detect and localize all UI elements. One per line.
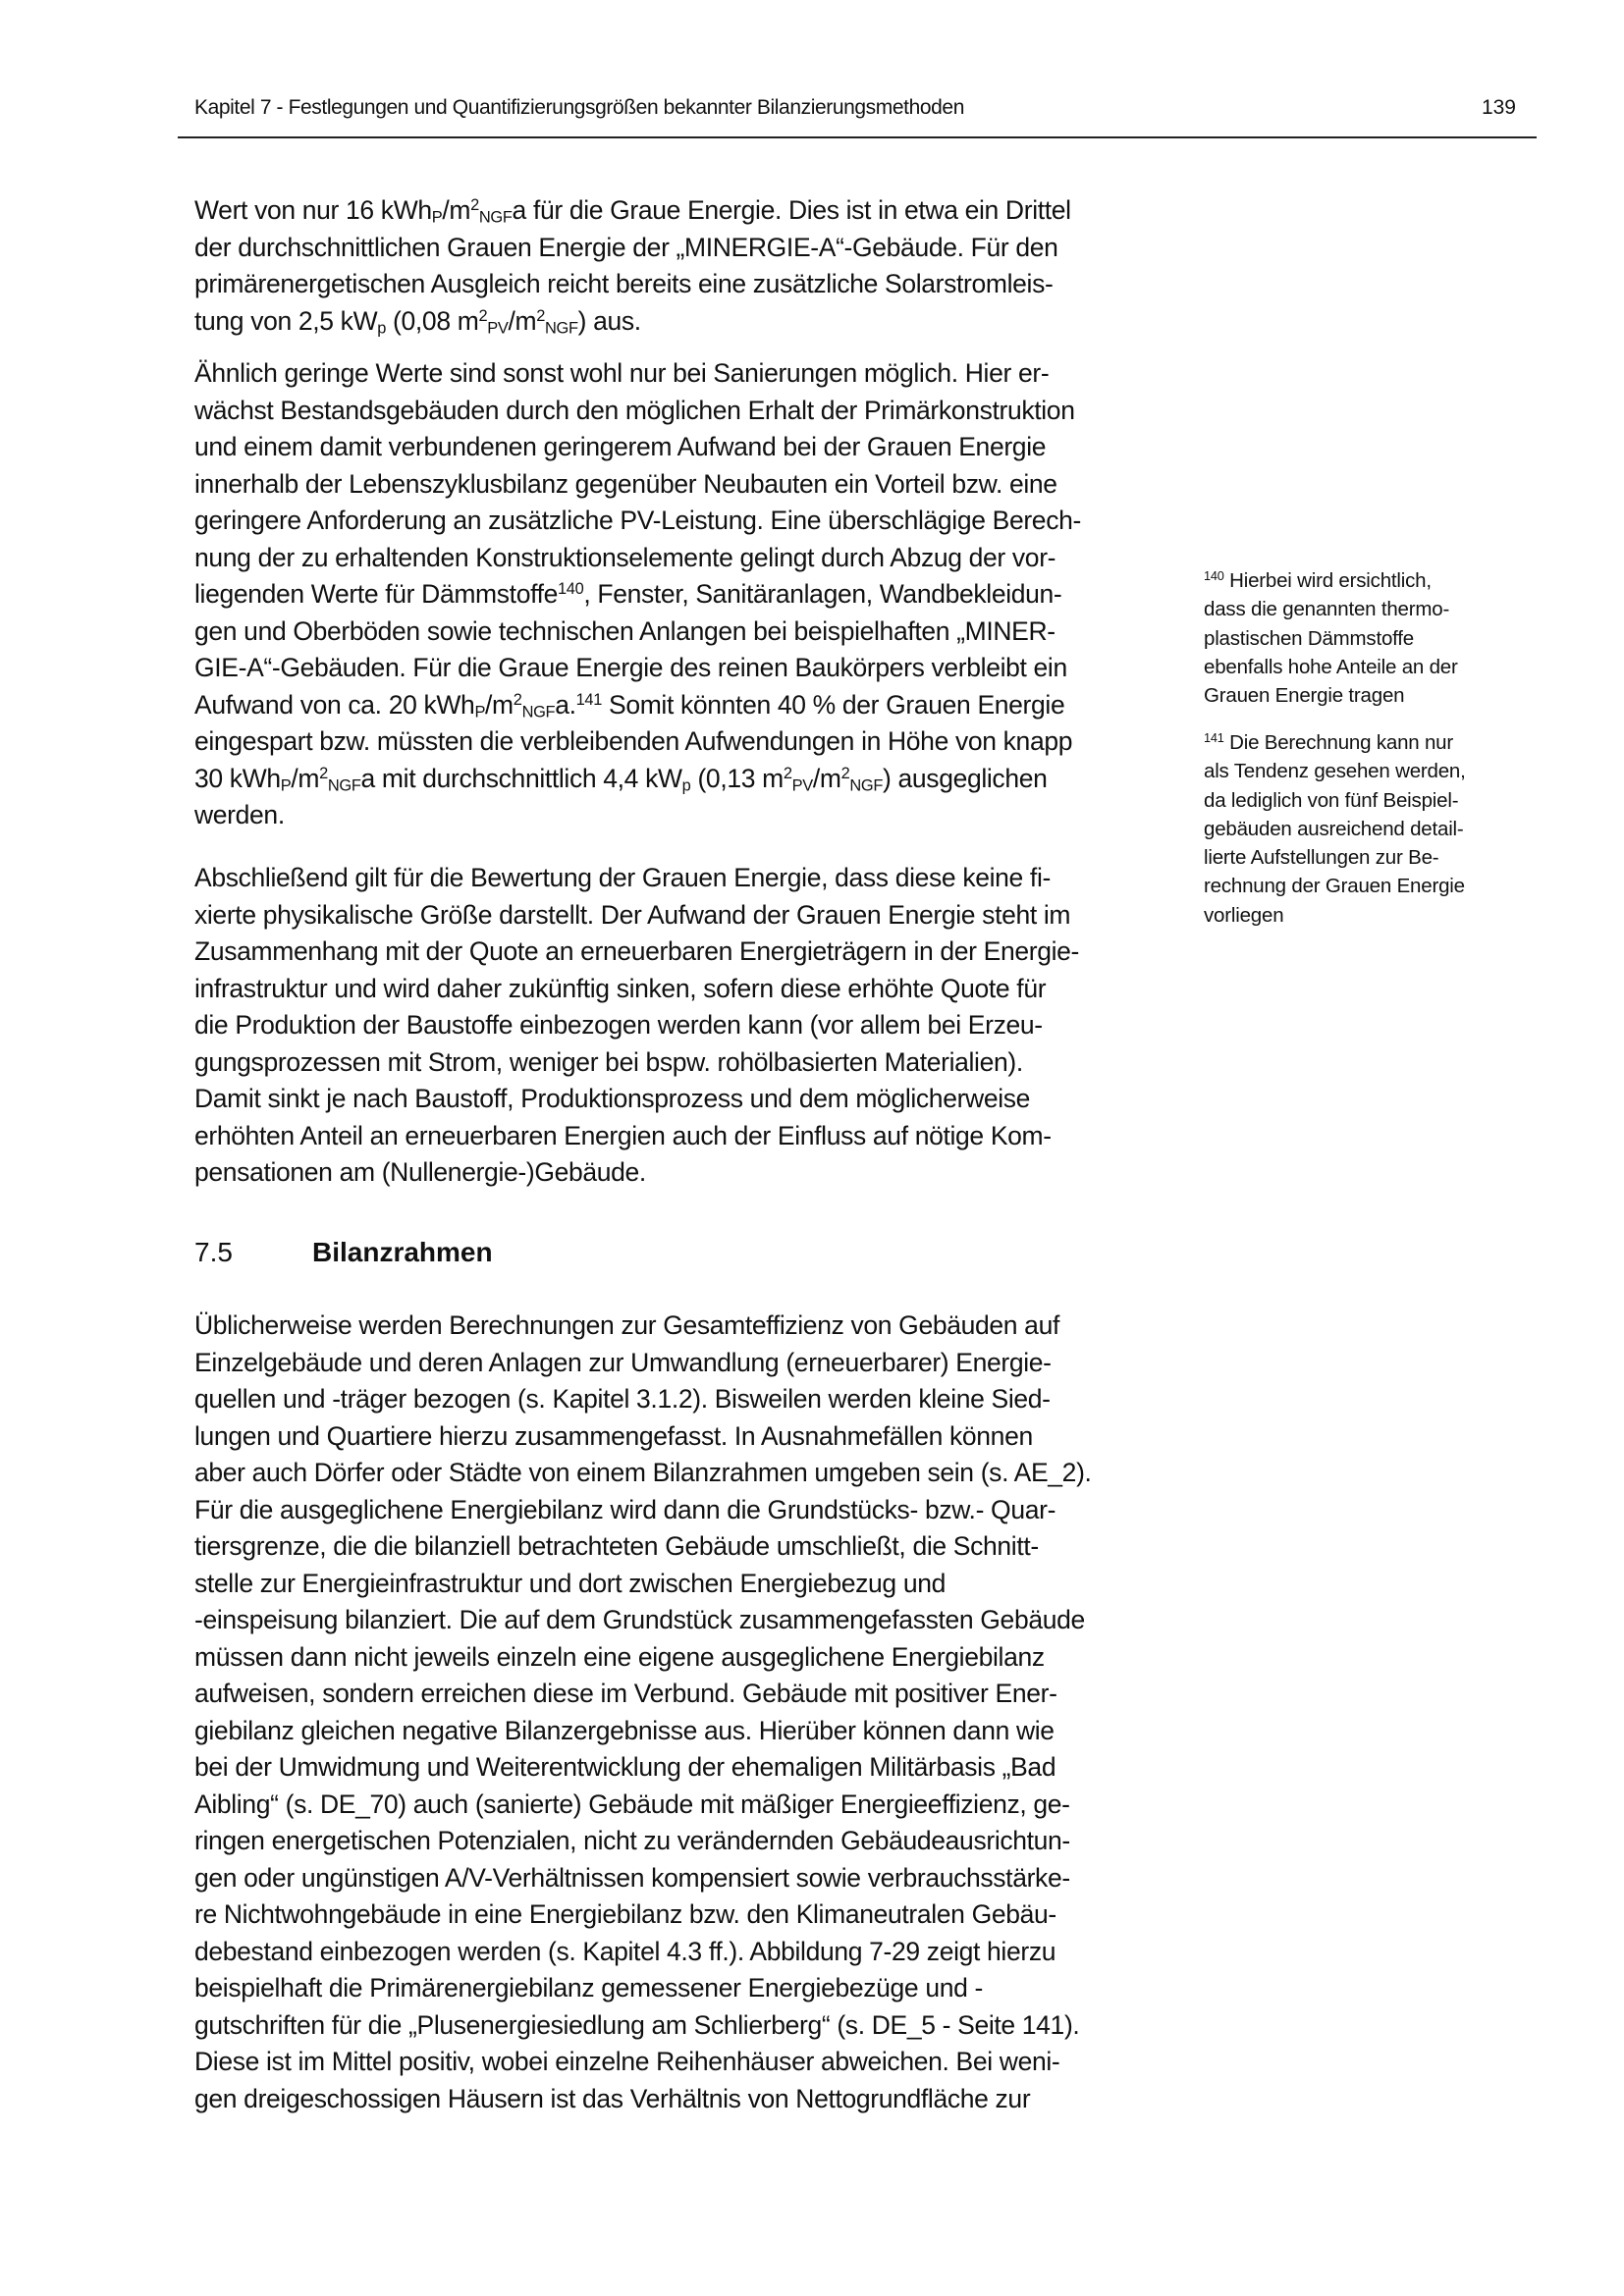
text-line: re Nichtwohngebäude in eine Energiebilanz bzw. den Klimaneutralen Gebäu- bbox=[194, 1899, 1056, 1929]
subscript: P bbox=[474, 702, 486, 721]
text-line: die Produktion der Baustoffe einbezogen werden kann (vor allem bei Erzeu- bbox=[194, 1010, 1043, 1040]
text-line: geringere Anforderung an zusätzliche PV-Leistung. Eine überschlägige Berech- bbox=[194, 506, 1081, 535]
paragraph bbox=[194, 860, 1079, 1192]
text-line: Einzelgebäude und deren Anlagen zur Umwandlung (erneuerbarer) Energie- bbox=[194, 1347, 1052, 1377]
text-line: nung der zu erhaltenden Konstruktionselemente gelingt durch Abzug der vor- bbox=[194, 542, 1056, 572]
text-line: der durchschnittlichen Grauen Energie der „MINERGIE-A“-Gebäude. Für den bbox=[194, 232, 1058, 262]
text-line: Damit sinkt je nach Baustoff, Produktionsprozess und dem möglicherweise bbox=[194, 1084, 1031, 1113]
text-line: aufweisen, sondern erreichen diese im Verbund. Gebäude mit positiver Ener- bbox=[194, 1679, 1057, 1708]
text-line: Üblicherweise werden Berechnungen zur Gesamteffizienz von Gebäuden auf bbox=[194, 1310, 1059, 1340]
text-line: primärenergetischen Ausgleich reicht bereits eine zusätzliche Solarstromleis- bbox=[194, 269, 1054, 298]
superscript: 2 bbox=[478, 306, 488, 325]
text-line: infrastruktur und wird daher zukünftig sinken, sofern diese erhöhte Quote für bbox=[194, 973, 1047, 1003]
superscript: 141 bbox=[1204, 730, 1224, 746]
text-line: Abschließend gilt für die Bewertung der Grauen Energie, dass diese keine fi- bbox=[194, 863, 1051, 892]
text-line: Ähnlich geringe Werte sind sonst wohl nur bei Sanierungen möglich. Hier er- bbox=[194, 358, 1050, 388]
subscript: PV bbox=[487, 318, 509, 337]
text-line: liegenden Werte für Dämmstoffe$^{140}$, Fenster, Sanitäranlagen, Wandbekleidun- bbox=[194, 579, 1062, 609]
subscript: NGF bbox=[521, 702, 556, 721]
text-line: werden. bbox=[194, 800, 285, 829]
paragraph bbox=[194, 355, 1081, 834]
text-line: stelle zur Energieinfrastruktur und dort zwischen Energiebezug und bbox=[194, 1568, 946, 1598]
footnote-141 bbox=[1204, 728, 1466, 930]
superscript: 2 bbox=[319, 764, 328, 782]
paragraph bbox=[194, 192, 1071, 340]
superscript: 2 bbox=[783, 764, 792, 782]
text-line: Aibling“ (s. DE_70) auch (sanierte) Gebäude mit mäßiger Energieeffizienz, ge- bbox=[194, 1789, 1070, 1819]
text-line: gungsprozessen mit Strom, weniger bei bspw. rohölbasierten Materialien). bbox=[194, 1046, 1023, 1077]
text-line: ringen energetischen Potenzialen, nicht zu verändernden Gebäudeausrichtun- bbox=[194, 1826, 1070, 1855]
text-line: rechnung der Grauen Energie bbox=[1204, 875, 1465, 898]
text-line: müssen dann nicht jeweils einzeln eine eigene ausgeglichene Energiebilanz bbox=[194, 1641, 1045, 1672]
text-line: erhöhten Anteil an erneuerbaren Energien auch der Einfluss auf nötige Kom- bbox=[194, 1120, 1052, 1150]
text-line: da lediglich von fünf Beispiel- bbox=[1204, 788, 1459, 812]
text-line: gebäuden ausreichend detail- bbox=[1204, 817, 1464, 840]
text-line: gen oder ungünstigen A/V-Verhältnissen kompensiert sowie verbrauchsstärke- bbox=[194, 1862, 1070, 1893]
subscript: NGF bbox=[545, 318, 578, 337]
page-number: 139 bbox=[1481, 96, 1516, 119]
text-line: giebilanz gleichen negative Bilanzergebnisse aus. Hierüber können dann wie bbox=[194, 1715, 1055, 1745]
header-rule bbox=[178, 136, 1537, 138]
subscript: NGF bbox=[327, 775, 361, 794]
subscript: p bbox=[377, 318, 387, 337]
text-line: Wert von nur 16 $kWh_P/m^2_{NGF}a$ für die Graue Energie. Dies ist in etwa ein Drittel bbox=[194, 195, 1071, 227]
subscript: P bbox=[431, 208, 443, 227]
section-number: 7.5 bbox=[194, 1237, 233, 1267]
text-line: Für die ausgeglichene Energiebilanz wird dann die Grundstücks- bzw.- Quar- bbox=[194, 1494, 1056, 1524]
text-line: $^{141}$ Die Berechnung kann nur bbox=[1204, 730, 1453, 754]
text-line: Zusammenhang mit der Quote an erneuerbaren Energieträgern in der Energie- bbox=[194, 936, 1080, 966]
text-line: lungen und Quartiere hierzu zusammengefasst. In Ausnahmefällen können bbox=[194, 1420, 1033, 1451]
text-line: xierte physikalische Größe darstellt. Der Aufwand der Grauen Energie steht im bbox=[194, 899, 1071, 930]
text-line: innerhalb der Lebenszyklusbilanz gegenüber Neubauten ein Vorteil bzw. eine bbox=[194, 468, 1057, 499]
text-line: ebenfalls hohe Anteile an der bbox=[1204, 655, 1458, 678]
text-line: gen und Oberböden sowie technischen Anlangen bei beispielhaften „MINER- bbox=[194, 615, 1056, 646]
text-line: pensationen am (Nullenergie-)Gebäude. bbox=[194, 1157, 646, 1187]
superscript: 140 bbox=[558, 579, 584, 598]
text-line: Grauen Energie tragen bbox=[1204, 684, 1405, 708]
section-title: Bilanzrahmen bbox=[312, 1237, 493, 1267]
subscript: p bbox=[681, 775, 691, 794]
text-line: plastischen Dämmstoffe bbox=[1204, 626, 1414, 650]
text-line: $^{140}$ Hierbei wird ersichtlich, bbox=[1204, 568, 1432, 592]
text-line: debestand einbezogen werden (s. Kapitel 4.3 ff.). Abbildung 7-29 zeigt hierzu bbox=[194, 1936, 1056, 1966]
paragraph bbox=[194, 1308, 1092, 2117]
text-line: 30 $kWh_P/m^2_{NGF}a$ mit durchschnittlich 4,4 $kW_p$ (0,13 $m^2_{PV}/m^2_{NGF}$) ausgeglichen bbox=[194, 763, 1048, 794]
text-line: Diese ist im Mittel positiv, wobei einzelne Reihenhäuser abweichen. Bei weni- bbox=[194, 2047, 1060, 2076]
text-line: tiersgrenze, die die bilanziell betrachteten Gebäude umschließt, die Schnitt- bbox=[194, 1531, 1039, 1561]
text-line: und einem damit verbundenen geringerem Aufwand bei der Grauen Energie bbox=[194, 432, 1047, 461]
text-line: bei der Umwidmung und Weiterentwicklung der ehemaligen Militärbasis „Bad bbox=[194, 1752, 1056, 1782]
text-line: vorliegen bbox=[1204, 903, 1284, 927]
text-line: -einspeisung bilanziert. Die auf dem Grundstück zusammengefassten Gebäude bbox=[194, 1605, 1085, 1634]
section-heading bbox=[194, 1237, 493, 1268]
text-line: eingespart bzw. müssten die verbleibenden Aufwendungen in Höhe von knapp bbox=[194, 726, 1073, 756]
text-line: beispielhaft die Primärenergiebilanz gemessener Energiebezüge und - bbox=[194, 1973, 983, 2002]
subscript: P bbox=[280, 775, 292, 794]
subscript: NGF bbox=[478, 208, 513, 227]
text-line: tung von 2,5 $kW_p$ (0,08 $m^2_{PV}/m^2_{NGF}$) aus. bbox=[194, 305, 641, 337]
subscript: NGF bbox=[849, 775, 884, 794]
superscript: 140 bbox=[1204, 568, 1224, 584]
text-line: GIE-A“-Gebäuden. Für die Graue Energie des reinen Baukörpers verbleibt ein bbox=[194, 653, 1067, 682]
text-line: gutschriften für die „Plusenergiesiedlung am Schlierberg“ (s. DE_5 - Seite 141). bbox=[194, 2009, 1080, 2040]
text-line: wächst Bestandsgebäuden durch den möglichen Erhalt der Primärkonstruktion bbox=[194, 395, 1075, 425]
text-line: als Tendenz gesehen werden, bbox=[1204, 760, 1466, 783]
superscript: 2 bbox=[840, 764, 850, 782]
superscript: 2 bbox=[536, 306, 546, 325]
superscript: 141 bbox=[575, 690, 602, 709]
footnote-140 bbox=[1204, 566, 1458, 710]
chapter-title: Kapitel 7 - Festlegungen und Quantifizierungsgrößen bekannter Bilanzierungsmethoden bbox=[194, 96, 964, 119]
text-line: Aufwand von ca. 20 $kWh_P/m^2_{NGF}a.^{141}$ Somit könnten 40 % der Grauen Energie bbox=[194, 689, 1065, 721]
text-line: gen dreigeschossigen Häusern ist das Verhältnis von Nettogrundfläche zur bbox=[194, 2083, 1031, 2113]
text-line: aber auch Dörfer oder Städte von einem Bilanzrahmen umgeben sein (s. AE_2). bbox=[194, 1458, 1092, 1487]
superscript: 2 bbox=[470, 195, 479, 214]
text-line: quellen und -träger bezogen (s. Kapitel 3.1.2). Bisweilen werden kleine Sied- bbox=[194, 1384, 1051, 1414]
subscript: PV bbox=[791, 775, 813, 794]
text-line: dass die genannten thermo- bbox=[1204, 598, 1450, 621]
text-line: lierte Aufstellungen zur Be- bbox=[1204, 846, 1439, 870]
superscript: 2 bbox=[513, 690, 522, 709]
